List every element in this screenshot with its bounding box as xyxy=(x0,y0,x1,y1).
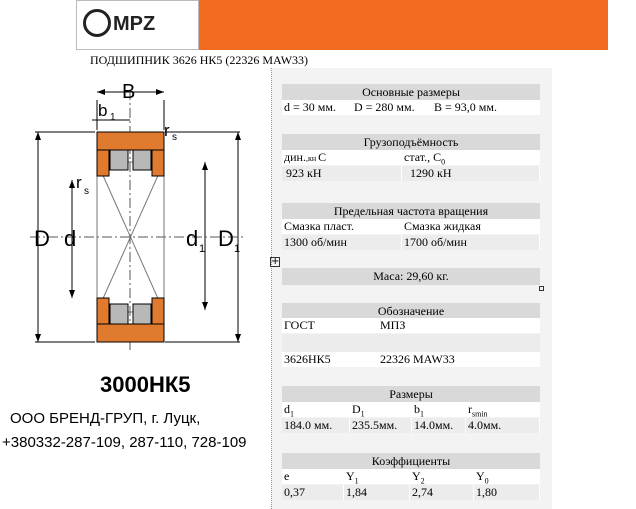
sizes-rsmin-value: 4.0мм. xyxy=(466,418,540,433)
designation-gost-value: 3626НК5 xyxy=(282,352,378,367)
label-D1: D xyxy=(218,226,234,251)
designation-heading: Обозначение xyxy=(282,303,540,319)
coef-Y0-value: 1,80 xyxy=(474,485,540,500)
designation-mpz-value: 22326 MAW33 xyxy=(378,352,540,367)
sizes-D1-value: 235.5мм. xyxy=(350,418,412,433)
sizes-rsmin-label: $r_{smin}$ xyxy=(466,402,540,417)
speed-oil-label: Смазка жидкая xyxy=(402,219,540,234)
load-dyn-value: 923 кН xyxy=(282,166,402,181)
label-d1-sub: 1 xyxy=(199,243,206,255)
page-title: ПОДШИПНИК 3626 НК5 (22326 MAW33) xyxy=(90,53,309,67)
coef-Y2-label: $Y_2$ xyxy=(410,469,474,484)
speed-oil-value: 1700 об/мин xyxy=(402,235,540,250)
resize-handle[interactable] xyxy=(539,286,544,291)
label-rs-left-sub: s xyxy=(84,186,89,197)
coef-e-label: e xyxy=(282,469,344,484)
coefficients-labels-row xyxy=(282,469,540,484)
load-labels-row xyxy=(282,150,540,165)
logo xyxy=(76,0,199,50)
bearing-drawing xyxy=(0,70,271,370)
coef-e-value: 0,37 xyxy=(282,485,344,500)
sizes-d1-value: 184.0 мм. xyxy=(282,418,350,433)
label-rs-top: r xyxy=(164,121,170,140)
coefficients-heading: Коэффициенты xyxy=(282,453,540,469)
label-B: B xyxy=(122,81,136,103)
basic-D: D = 280 мм. xyxy=(352,100,432,115)
label-b1: b xyxy=(98,101,108,120)
coef-Y2-value: 2,74 xyxy=(410,485,474,500)
sizes-values-row xyxy=(282,418,540,433)
load-dyn-label: дин.,кн С xyxy=(282,150,402,165)
speed-values-row xyxy=(282,235,540,250)
label-D: D xyxy=(34,226,50,251)
basic-dims-heading: Основные размеры xyxy=(282,84,540,100)
coef-Y1-value: 1,84 xyxy=(344,485,410,500)
designation-labels-row xyxy=(282,318,540,333)
logo-text: MPZ xyxy=(113,13,156,35)
speed-grease-label: Смазка пласт. xyxy=(282,219,402,234)
series-label: 3000НК5 xyxy=(100,372,191,397)
basic-B: B = 93,0 мм. xyxy=(432,100,540,115)
coefficients-values-row xyxy=(282,485,540,500)
load-heading: Грузоподъёмность xyxy=(282,134,540,150)
logo-icon xyxy=(83,9,111,37)
sizes-d1-label: $d_1$ xyxy=(282,402,350,417)
label-rs-top-sub: s xyxy=(172,132,177,143)
coef-Y0-label: $Y_0$ xyxy=(474,469,540,484)
mass-label: Маса: 29,60 кг. xyxy=(282,268,540,285)
sizes-labels-row xyxy=(282,402,540,417)
designation-gost-label: ГОСТ xyxy=(282,318,378,333)
label-b1-sub: 1 xyxy=(110,112,116,123)
load-stat-value: 1290 кН xyxy=(402,166,540,181)
designation-spacer-row xyxy=(282,334,540,352)
load-stat-label: стат., $С_0$ xyxy=(402,150,540,165)
company-name: ООО БРЕНД-ГРУП, г. Луцк, xyxy=(10,410,201,427)
coef-Y1-label: $Y_1$ xyxy=(344,469,410,484)
load-values-row xyxy=(282,166,540,181)
label-D1-sub: 1 xyxy=(234,243,241,255)
sizes-D1-label: $D_1$ xyxy=(350,402,412,417)
label-d: d xyxy=(64,226,77,251)
label-rs-left: r xyxy=(76,173,82,192)
speed-heading: Предельная частота вращения xyxy=(282,203,540,219)
sizes-heading: Размеры xyxy=(282,386,540,402)
company-phones: +380332-287-109, 287-110, 728-109 xyxy=(2,434,247,451)
sizes-b1-label: $b_1$ xyxy=(412,402,466,417)
speed-grease-value: 1300 об/мин xyxy=(282,235,402,250)
designation-mpz-label: МПЗ xyxy=(378,318,540,333)
table-move-handle-icon[interactable]: + xyxy=(271,256,280,267)
basic-d: d = 30 мм. xyxy=(282,100,352,115)
speed-labels-row xyxy=(282,219,540,234)
designation-values-row xyxy=(282,352,540,367)
basic-dims-row xyxy=(282,100,540,115)
sizes-b1-value: 14.0мм. xyxy=(412,418,466,433)
label-d1: d xyxy=(186,226,199,251)
